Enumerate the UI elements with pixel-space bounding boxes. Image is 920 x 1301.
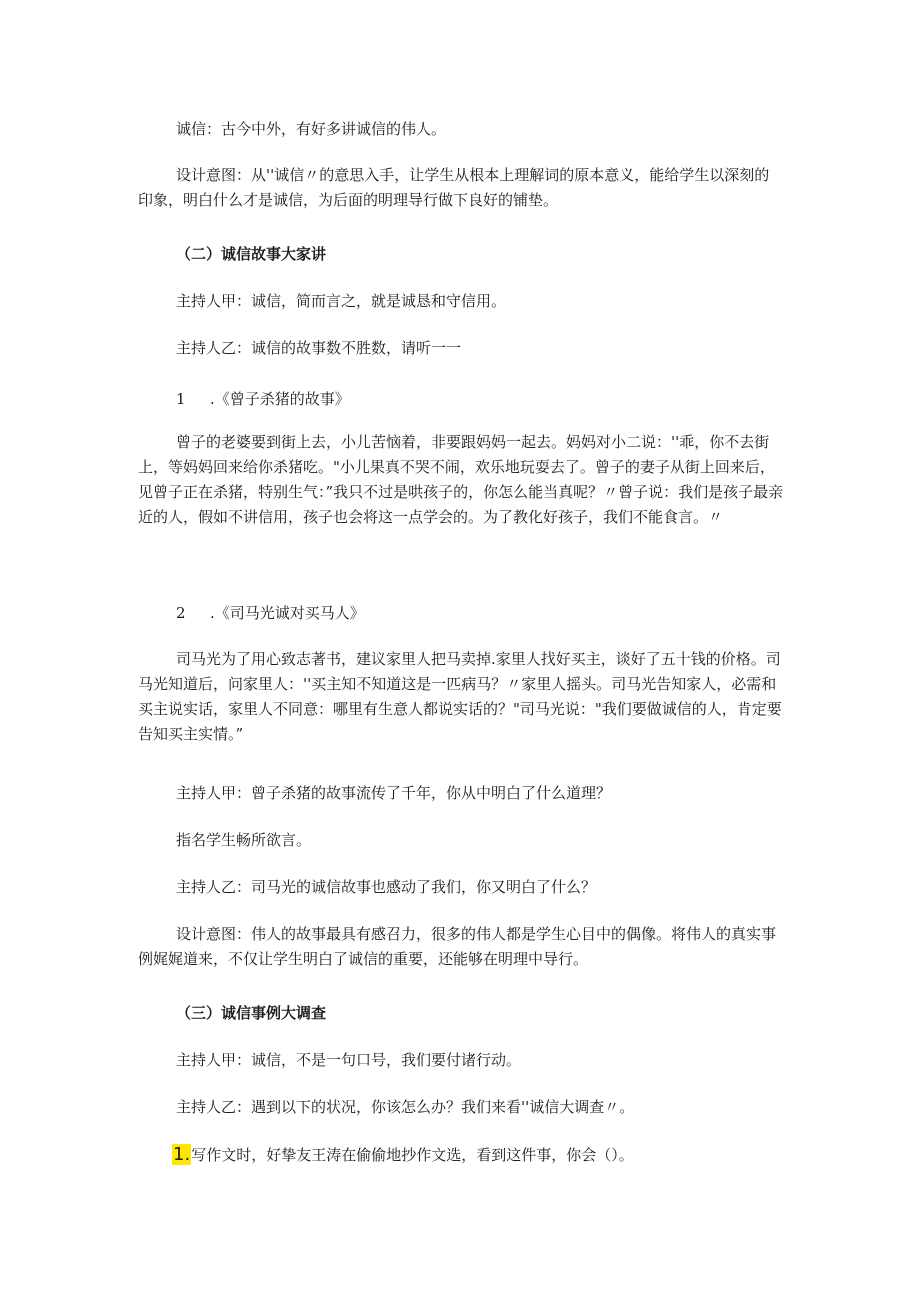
story-title-2 bbox=[176, 601, 365, 626]
paragraph-simaguang-story: 司马光为了用心致志著书，建议家里人把马卖掉.家里人找好买主，谈好了五十钱的价格。司马光知道后，问家里人：''买主知不知道这是一匹病马？〃家里人摇头。司马光告知家人，必需和买主说实话，家里人不同意：哪里有生意人都说实话的？"司马光说："我们要做诚信的人，肯定要告知买主实情。” bbox=[138, 650, 782, 743]
story-number-1: 1 bbox=[176, 390, 186, 408]
paragraph-design-intent-1: 设计意图：从''诚信〃的意思入手，让学生从根本上理解词的原本意义，能给学生以深刻的印象，明白什么才是诚信，为后面的明理导行做下良好的铺垫。 bbox=[138, 166, 770, 209]
story-title-1-text: .《曾子杀猪的故事》 bbox=[210, 390, 350, 408]
paragraph-integrity-great-people: 诚信：古今中外，有好多讲诚信的伟人。 bbox=[176, 120, 447, 138]
paragraph-design-intent-2: 设计意图：伟人的故事最具有感召力，很多的伟人都是学生心目中的偶像。将伟人的真实事例娓娓道来，不仅让学生明白了诚信的重要，还能够在明理中导行。 bbox=[138, 925, 777, 968]
paragraph-host-b-3: 主持人乙：遇到以下的状况，你该怎么办？我们来看''诚信大调查〃。 bbox=[176, 1098, 635, 1116]
survey-question-1 bbox=[172, 1142, 634, 1168]
section-heading-3: （三）诚信事例大调查 bbox=[176, 1004, 327, 1022]
paragraph-host-b-1: 主持人乙：诚信的故事数不胜数，请听一一 bbox=[176, 339, 462, 357]
paragraph-students-speak: 指名学生畅所欲言。 bbox=[176, 831, 312, 849]
paragraph-zengzi-story: 曾子的老婆要到街上去，小儿苦恼着，非要跟妈妈一起去。妈妈对小二说：''乖，你不去街上，等妈妈回来给你杀猪吃。"小儿果真不哭不闹，欢乐地玩耍去了。曾子的妻子从街上回来后，见曾子正在杀猪，特别生气：”我只不过是哄孩子的，你怎么能当真呢？〃曾子说：我们是孩子最亲近的人，假如不讲信用，孩子也会将这一点学会的。为了教化好孩子，我们不能食言。〃 bbox=[138, 433, 784, 526]
section-heading-2: （二）诚信故事大家讲 bbox=[176, 245, 327, 263]
paragraph-host-b-2: 主持人乙：司马光的诚信故事也感动了我们，你又明白了什么？ bbox=[176, 878, 597, 896]
story-title-1 bbox=[176, 387, 350, 412]
story-number-2: 2 bbox=[176, 604, 186, 622]
paragraph-host-a-3: 主持人甲：诚信，不是一句口号，我们要付诸行动。 bbox=[176, 1051, 522, 1069]
highlighted-question-number: 1. bbox=[173, 1144, 191, 1165]
story-title-2-text: .《司马光诚对买马人》 bbox=[210, 604, 365, 622]
paragraph-host-a-2: 主持人甲：曾子杀猪的故事流传了千年，你从中明白了什么道理？ bbox=[176, 784, 612, 802]
paragraph-host-a-1: 主持人甲：诚信，简而言之，就是诚恳和守信用。 bbox=[176, 292, 507, 310]
survey-question-1-text: 写作文时，好挚友王涛在偷偷地抄作文选，看到这件事，你会（）。 bbox=[191, 1146, 634, 1164]
